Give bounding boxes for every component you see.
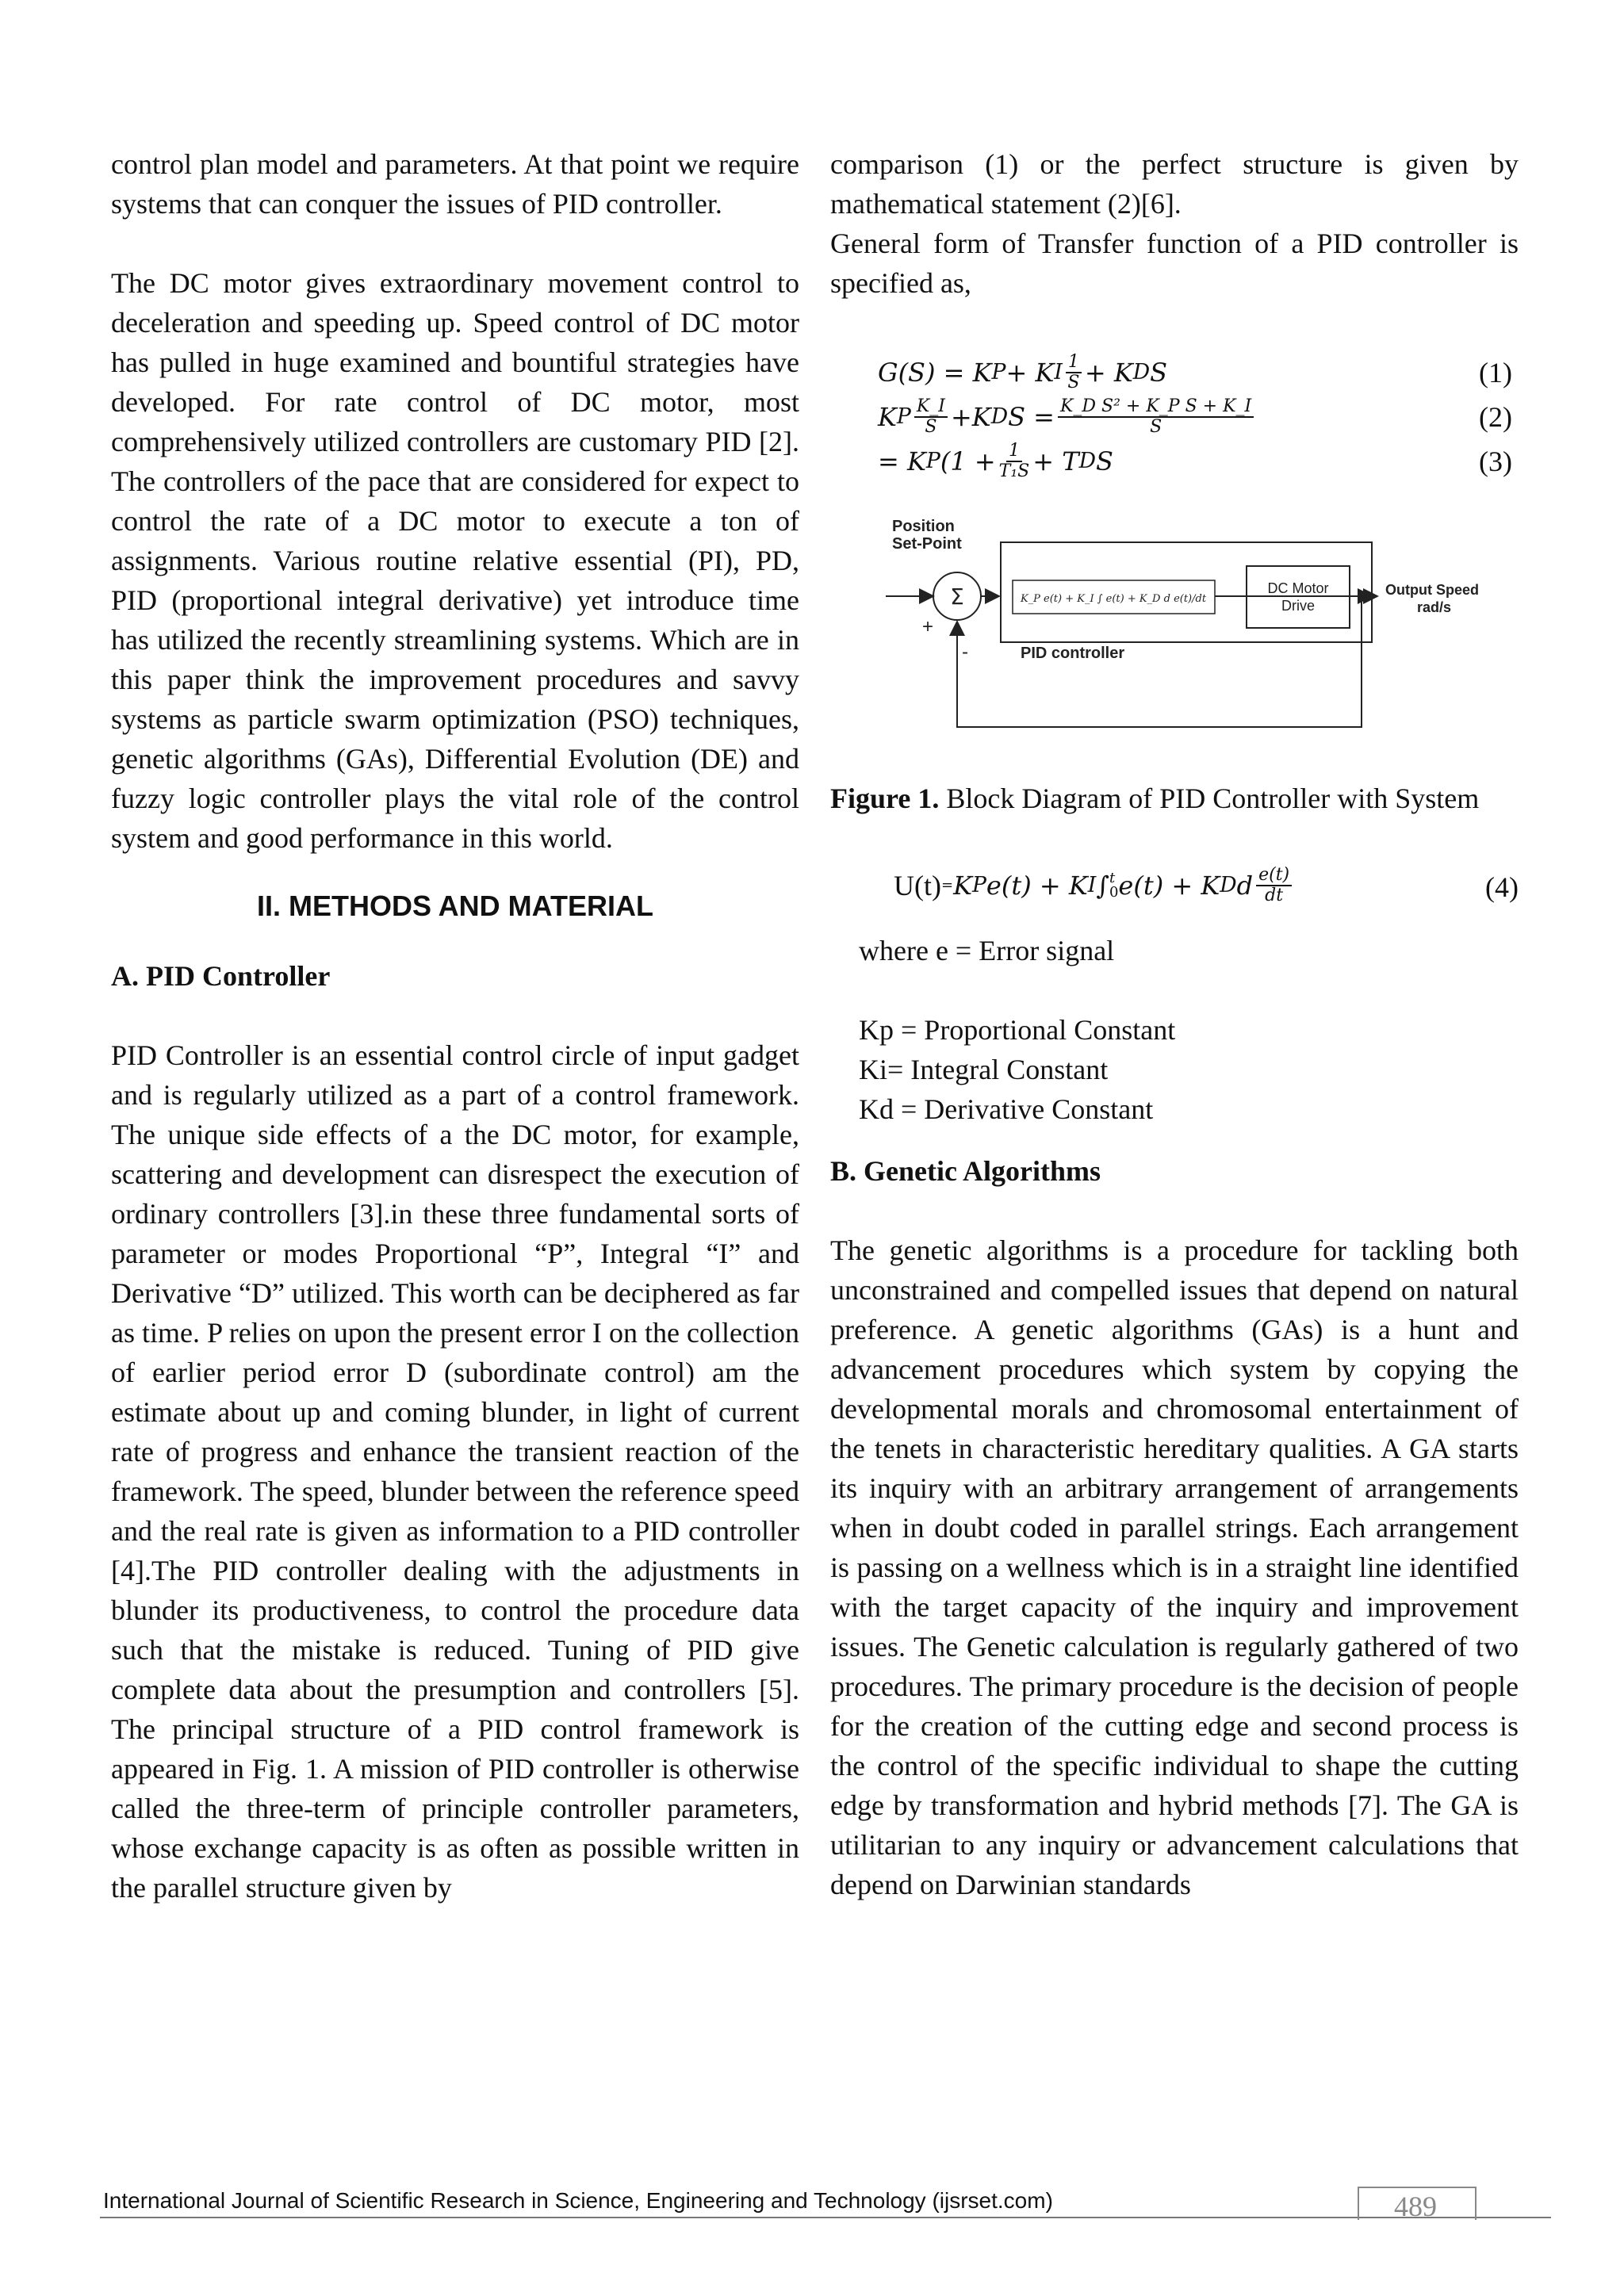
equation-number-3: (3) [1479,446,1512,477]
subheading-pid-controller: A. PID Controller [111,960,331,992]
equation-number-4: (4) [1485,871,1519,903]
left-paragraph-1: control plan model and parameters. At that point we require systems that can conquer the issues of PID controller. [111,148,799,220]
equation-block [830,350,1519,485]
equation-number-1: (1) [1479,357,1512,388]
right-paragraph-2: General form of Transfer function of a PID controller is specified as, [830,228,1519,299]
right-paragraph-1: comparison (1) or the perfect structure is given by mathematical statement (2)[6]. [830,148,1519,220]
equation-1: G(S) = K P + K I $\frac{1}{S}$ + K D S (1) [878,352,1512,392]
where-line: where e = Error signal [859,935,1115,966]
journal-footer: International Journal of Scientific Research in Science, Engineering and Technology (ijsrset.com) [103,2188,1053,2213]
pid-block-diagram [830,517,1519,779]
diagram-svg [830,517,1519,779]
equation-2: K P $\frac{K\_I}{S}$ +K D S = $\frac{\text{K\_D S² + K\_P S + K\_I}}{S}$ (2) [878,396,1512,437]
position-label: Position [892,518,955,535]
definition-kp: Kp = Proportional Constant [859,1014,1176,1046]
subheading-genetic-algorithms: B. Genetic Algorithms [830,1155,1101,1187]
minus-sign: - [962,641,968,663]
dc-motor-label: DC Motor [1267,580,1329,596]
definitions-list [830,931,1519,1129]
equation-4: U(t) = K P e(t) + K I ∫ t 0 e(t) + K D d $\frac{e(t)}{dt}$ (4) [894,865,1519,905]
section-heading: II. METHODS AND MATERIAL [257,890,653,922]
pid-controller-label: PID controller [1021,645,1125,662]
page-number: 489 [1394,2191,1437,2222]
left-paragraph-2: The DC motor gives extraordinary movement control to deceleration and speeding up. Speed control of DC motor has pulled in huge examined and bountiful strategies have developed. For rate control of DC motor, most comprehensively utilized controllers are customary PID [2]. The controllers of the pace that are considered for expect to control the rate of a DC motor to execute a ton of assignments. Various routine relative essential (PI), PD, PID (proportional integral derivative) yet introduce time has utilized the recently streamlining systems. Which are in this paper think the improvement procedures and savvy systems as particle swarm optimization (PSO) techniques, genetic algorithms (GAs), Differential Evolution (DE) and fuzzy logic controller plays the vital role of the control system and good performance in this world. [111,267,799,854]
feedback-path [957,596,1362,727]
figure-caption: Figure 1. Block Diagram of PID Controller with System [830,783,1480,814]
output-speed-label: Output Speed [1385,582,1479,598]
equation-number-2: (2) [1479,401,1512,433]
set-point-label: Set-Point [892,535,962,553]
controller-expression: K_P e(t) + K_I ∫ e(t) + K_D d e(t)/dt [1020,593,1207,605]
left-column [111,144,799,1908]
right-paragraph-3: The genetic algorithms is a procedure for tackling both unconstrained and compelled issues that depend on natural preference. A genetic algorithms (GAs) is a hunt and advancement procedures which system by copying the developmental morals and chromosomal entertainment of the tenets in characteristic hereditary qualities. A GA starts its inquiry with an arbitrary arrangement of arrangements when in doubt coded in parallel strings. Each arrangement is passing on a wellness which is in a straight line identified with the target capacity of the inquiry and improvement issues. The Genetic calculation is regularly gathered of two procedures. The primary procedure is the decision of people for the creation of the cutting edge and second process is the control of the specific individual to shape the cutting edge by transformation and hybrid methods [7]. The GA is utilitarian to any inquiry or advancement calculations that depend on Darwinian standards [830,1234,1519,1900]
right-column [830,144,1519,1904]
left-paragraph-3: PID Controller is an essential control circle of input gadget and is regularly utilized as a part of a control framework. The unique side effects of a the DC motor, for example, scattering and development can disrespect the execution of ordinary controllers [3].in these three fundamental sorts of parameter or modes Proportional “P”, Integral “I” and Derivative “D” utilized. This worth can be deciphered as far as time. P relies on upon the present error I on the collection of earlier period error D (subordinate control) am the estimate about up and coming blunder, in light of current rate of progress and enhance the transient reaction of the framework. The speed, blunder between the reference speed and the real rate is given as information to a PID controller [4].The PID controller dealing with the adjustments in blunder its productiveness, to control the procedure data such that the mistake is reduced. Tuning of PID give complete data about the presumption and controllers [5]. The principal structure of a PID control framework is appeared in Fig. 1. A mission of PID controller is otherwise called the three-term of principle controller parameters, whose exchange capacity is as often as possible written in the parallel structure given by [111,1039,799,1904]
footer-rule [100,2217,1551,2218]
plus-sign: + [922,616,934,637]
drive-label: Drive [1281,598,1316,614]
equation-3: = K P (1 + $\frac{1}{\text{T₁S}}$ + T D S (3) [878,441,1512,481]
sum-symbol: Σ [950,584,964,610]
definition-ki: Ki= Integral Constant [859,1054,1109,1085]
output-units-label: rad/s [1417,599,1452,615]
definition-kd: Kd = Derivative Constant [859,1093,1154,1125]
